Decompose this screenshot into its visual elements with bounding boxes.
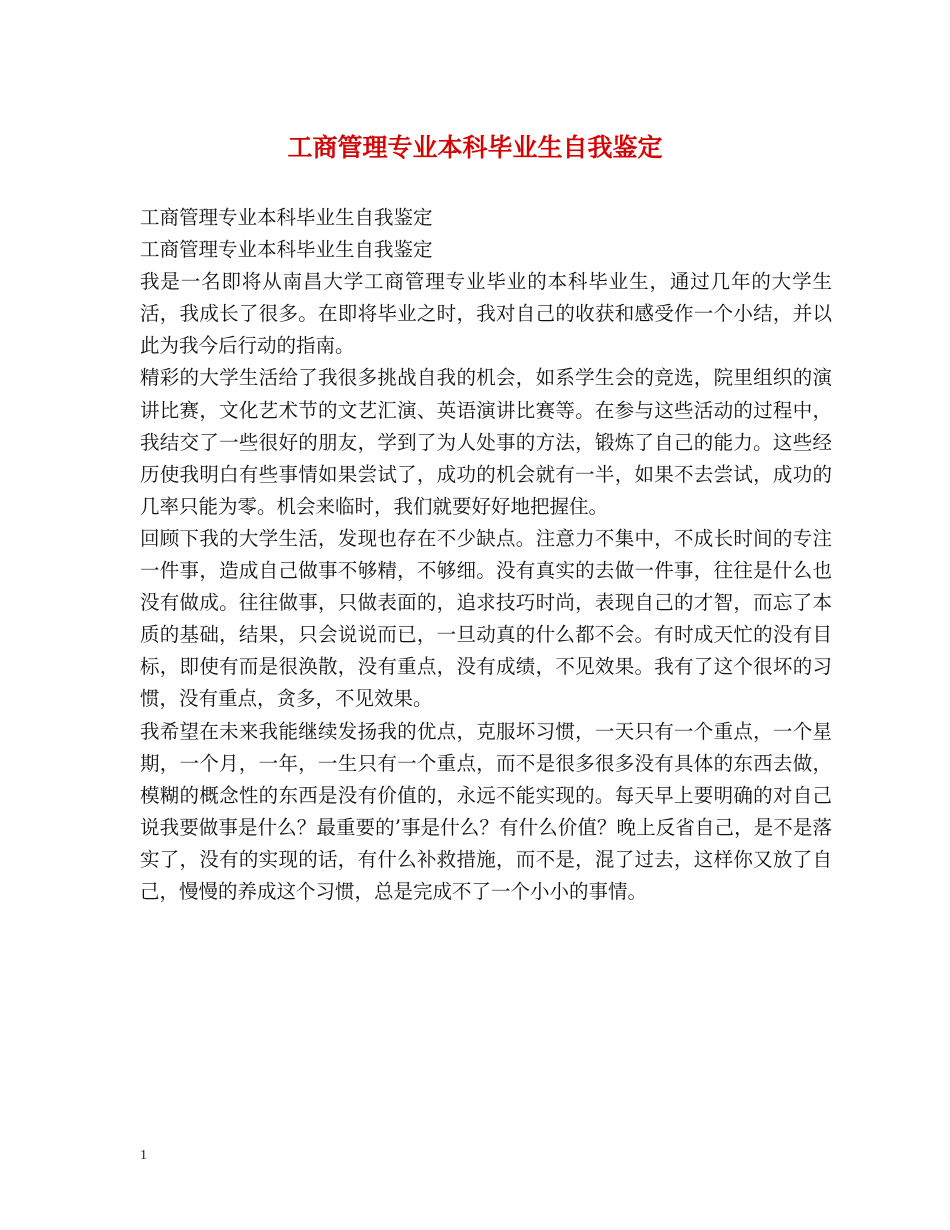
paragraph-subtitle-2: 工商管理专业本科毕业生自我鉴定	[140, 238, 433, 262]
paragraph-intro: 我是一名即将从南昌大学工商管理专业毕业的本科毕业生，通过几年的大学生活，我成长了很多。在即将毕业之时，我对自己的收获和感受作一个小结，并以此为我今后行动的指南。	[140, 270, 832, 358]
paragraph-subtitle-1: 工商管理专业本科毕业生自我鉴定	[140, 206, 433, 229]
document-body	[140, 202, 832, 908]
paragraph-future: 我希望在未来我能继续发扬我的优点，克服坏习惯，一天只有一个重点，一个星期，一个月，一年，一生只有一个重点，而不是很多很多没有具体的东西去做，模糊的概念性的东西是没有价值的，永远不能实现的。每天早上要明确的对自己说我要做事是什么？最重要的’事是什么？有什么价值？晚上反省自己，是不是落实了，没有的实现的话，有什么补救措施，而不是，混了过去，这样你又放了自己，慢慢的养成这个习惯，总是完成不了一个小小的事情。	[140, 719, 832, 903]
page-number: 1	[140, 1148, 147, 1163]
document-title: 工商管理专业本科毕业生自我鉴定	[287, 133, 663, 162]
paragraph-shortcomings: 回顾下我的大学生活，发现也存在不少缺点。注意力不集中，不成长时间的专注一件事，造成自己做事不够精，不够细。没有真实的去做一件事，往往是什么也没有做成。往往做事，只做表面的，追求技巧时尚，表现自己的才智，而忘了本质的基础，结果，只会说说而已，一旦动真的什么都不会。有时成天忙的没有目标，即使有而是很涣散，没有重点，没有成绩，不见效果。我有了这个很坏的习惯，没有重点，贪多，不见效果。	[140, 526, 832, 711]
paragraph-activities: 精彩的大学生活给了我很多挑战自我的机会，如系学生会的竞选，院里组织的演讲比赛，文化艺术节的文艺汇演、英语演讲比赛等。在参与这些活动的过程中，我结交了一些很好的朋友，学到了为人处事的方法，锻炼了自己的能力。这些经历使我明白有些事情如果尝试了，成功的机会就有一半，如果不去尝试，成功的几率只能为零。机会来临时，我们就要好好地把握住。	[140, 366, 832, 518]
